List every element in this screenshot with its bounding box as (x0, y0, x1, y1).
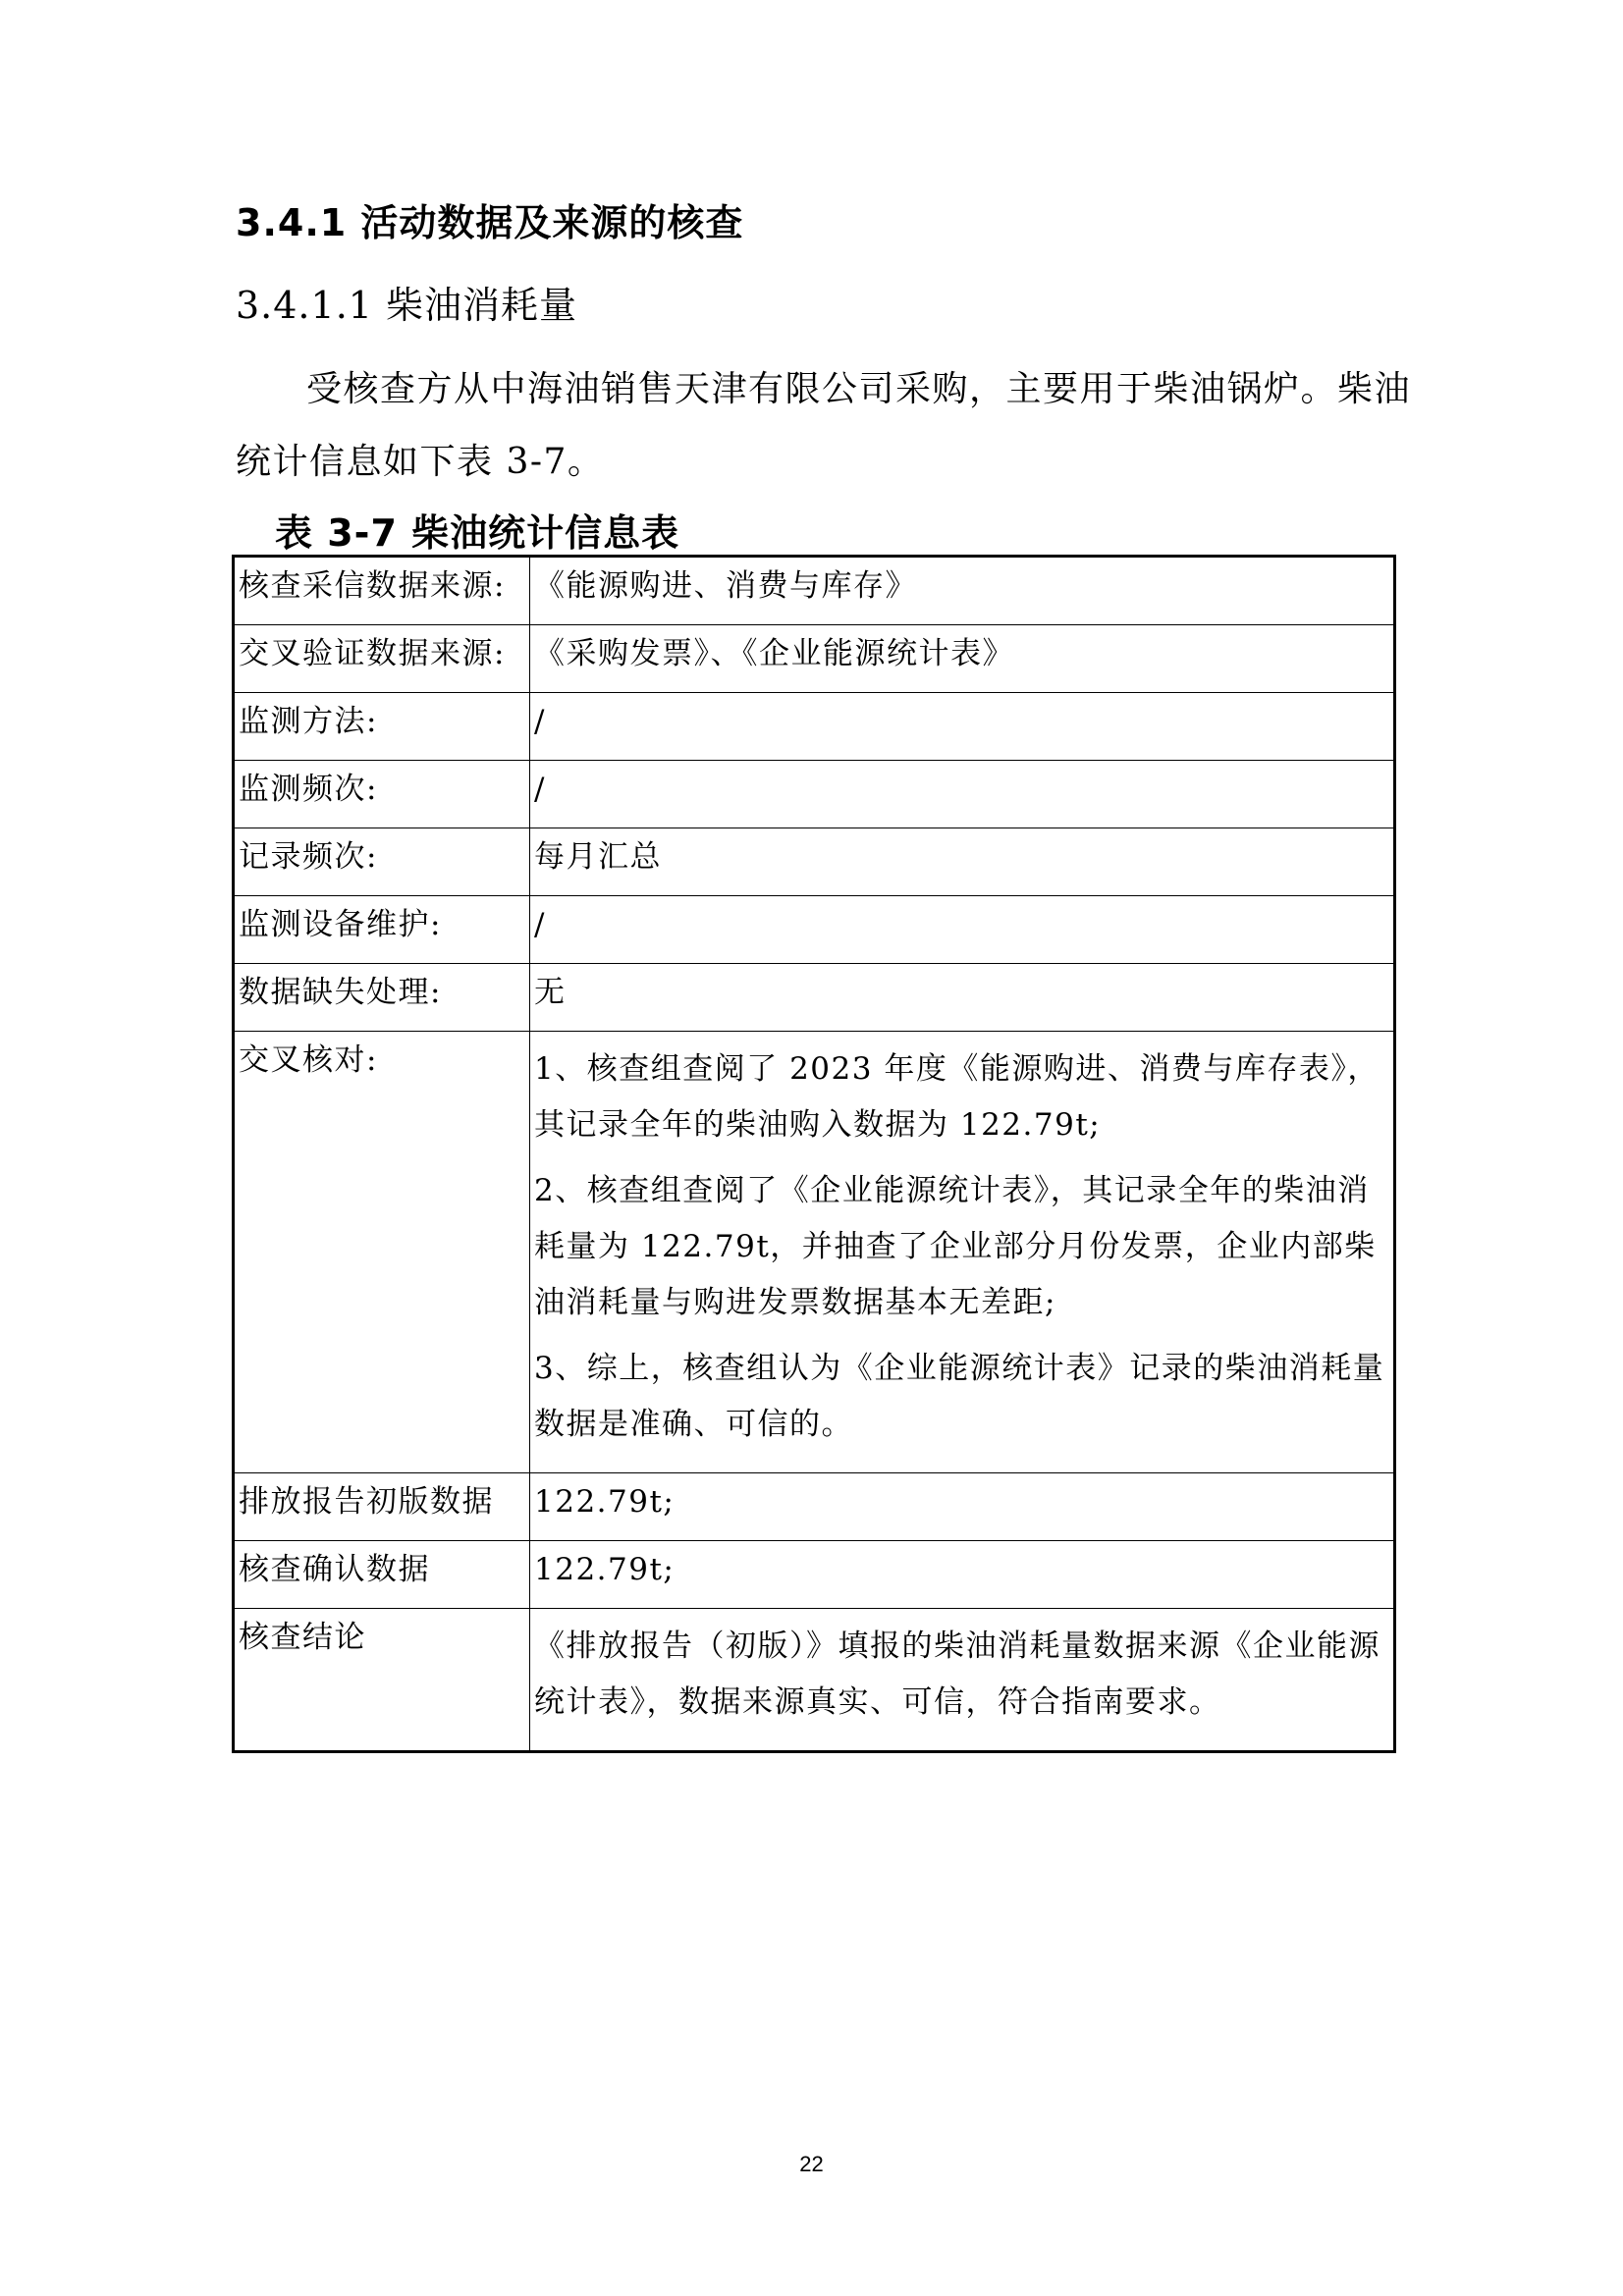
table-row (234, 896, 1395, 964)
table-row (234, 557, 1395, 625)
table-caption: 表 3-7 柴油统计信息表 (275, 511, 680, 555)
table-row-cross-check (234, 1032, 1395, 1473)
row-value: / (530, 761, 1395, 828)
row-value: 无 (530, 964, 1395, 1032)
row-value (530, 1609, 1395, 1752)
body-paragraph: 受核查方从中海油销售天津有限公司采购，主要用于柴油锅炉。柴油统计信息如下表 3-7。 (236, 369, 1412, 482)
row-label: 交叉验证数据来源: (234, 625, 530, 693)
cross-check-item: 1、核查组查阅了 2023 年度《能源购进、消费与库存表》，其记录全年的柴油购入数据为 122.79t; (534, 1051, 1380, 1143)
table-row (234, 625, 1395, 693)
row-value: / (530, 693, 1395, 761)
subsection-heading: 3.4.1.1 柴油消耗量 (236, 284, 578, 327)
conclusion-text: 《排放报告（初版）》填报的柴油消耗量数据来源《企业能源统计表》，数据来源真实、可信，符合指南要求。 (534, 1629, 1380, 1720)
row-label: 核查采信数据来源: (234, 557, 530, 625)
row-label: 交叉核对: (234, 1032, 530, 1473)
table-row (234, 964, 1395, 1032)
row-label: 排放报告初版数据 (234, 1473, 530, 1541)
cross-check-item: 2、核查组查阅了《企业能源统计表》，其记录全年的柴油消耗量为 122.79t，并抽查了企业部分月份发票，企业内部柴油消耗量与购进发票数据基本无差距; (534, 1173, 1377, 1320)
diesel-statistics-table (232, 555, 1396, 1753)
row-label: 核查确认数据 (234, 1541, 530, 1609)
table-row (234, 1541, 1395, 1609)
table-row (234, 761, 1395, 828)
row-value: 《采购发票》、《企业能源统计表》 (530, 625, 1395, 693)
row-label: 监测设备维护: (234, 896, 530, 964)
table-row (234, 828, 1395, 896)
section-heading: 3.4.1 活动数据及来源的核查 (236, 201, 744, 244)
row-label: 核查结论 (234, 1609, 530, 1752)
row-value: 122.79t; (530, 1541, 1395, 1609)
row-label: 数据缺失处理: (234, 964, 530, 1032)
table-row (234, 1473, 1395, 1541)
cross-check-item: 3、综上，核查组认为《企业能源统计表》记录的柴油消耗量数据是准确、可信的。 (534, 1351, 1385, 1442)
table-row (234, 1609, 1395, 1752)
row-value: 每月汇总 (530, 828, 1395, 896)
page-number: 22 (799, 2152, 824, 2176)
row-label: 监测频次: (234, 761, 530, 828)
row-value: 《能源购进、消费与库存》 (530, 557, 1395, 625)
row-value: 122.79t; (530, 1473, 1395, 1541)
row-label: 监测方法: (234, 693, 530, 761)
cross-check-content (530, 1032, 1395, 1473)
row-value: / (530, 896, 1395, 964)
table-row (234, 693, 1395, 761)
row-label: 记录频次: (234, 828, 530, 896)
